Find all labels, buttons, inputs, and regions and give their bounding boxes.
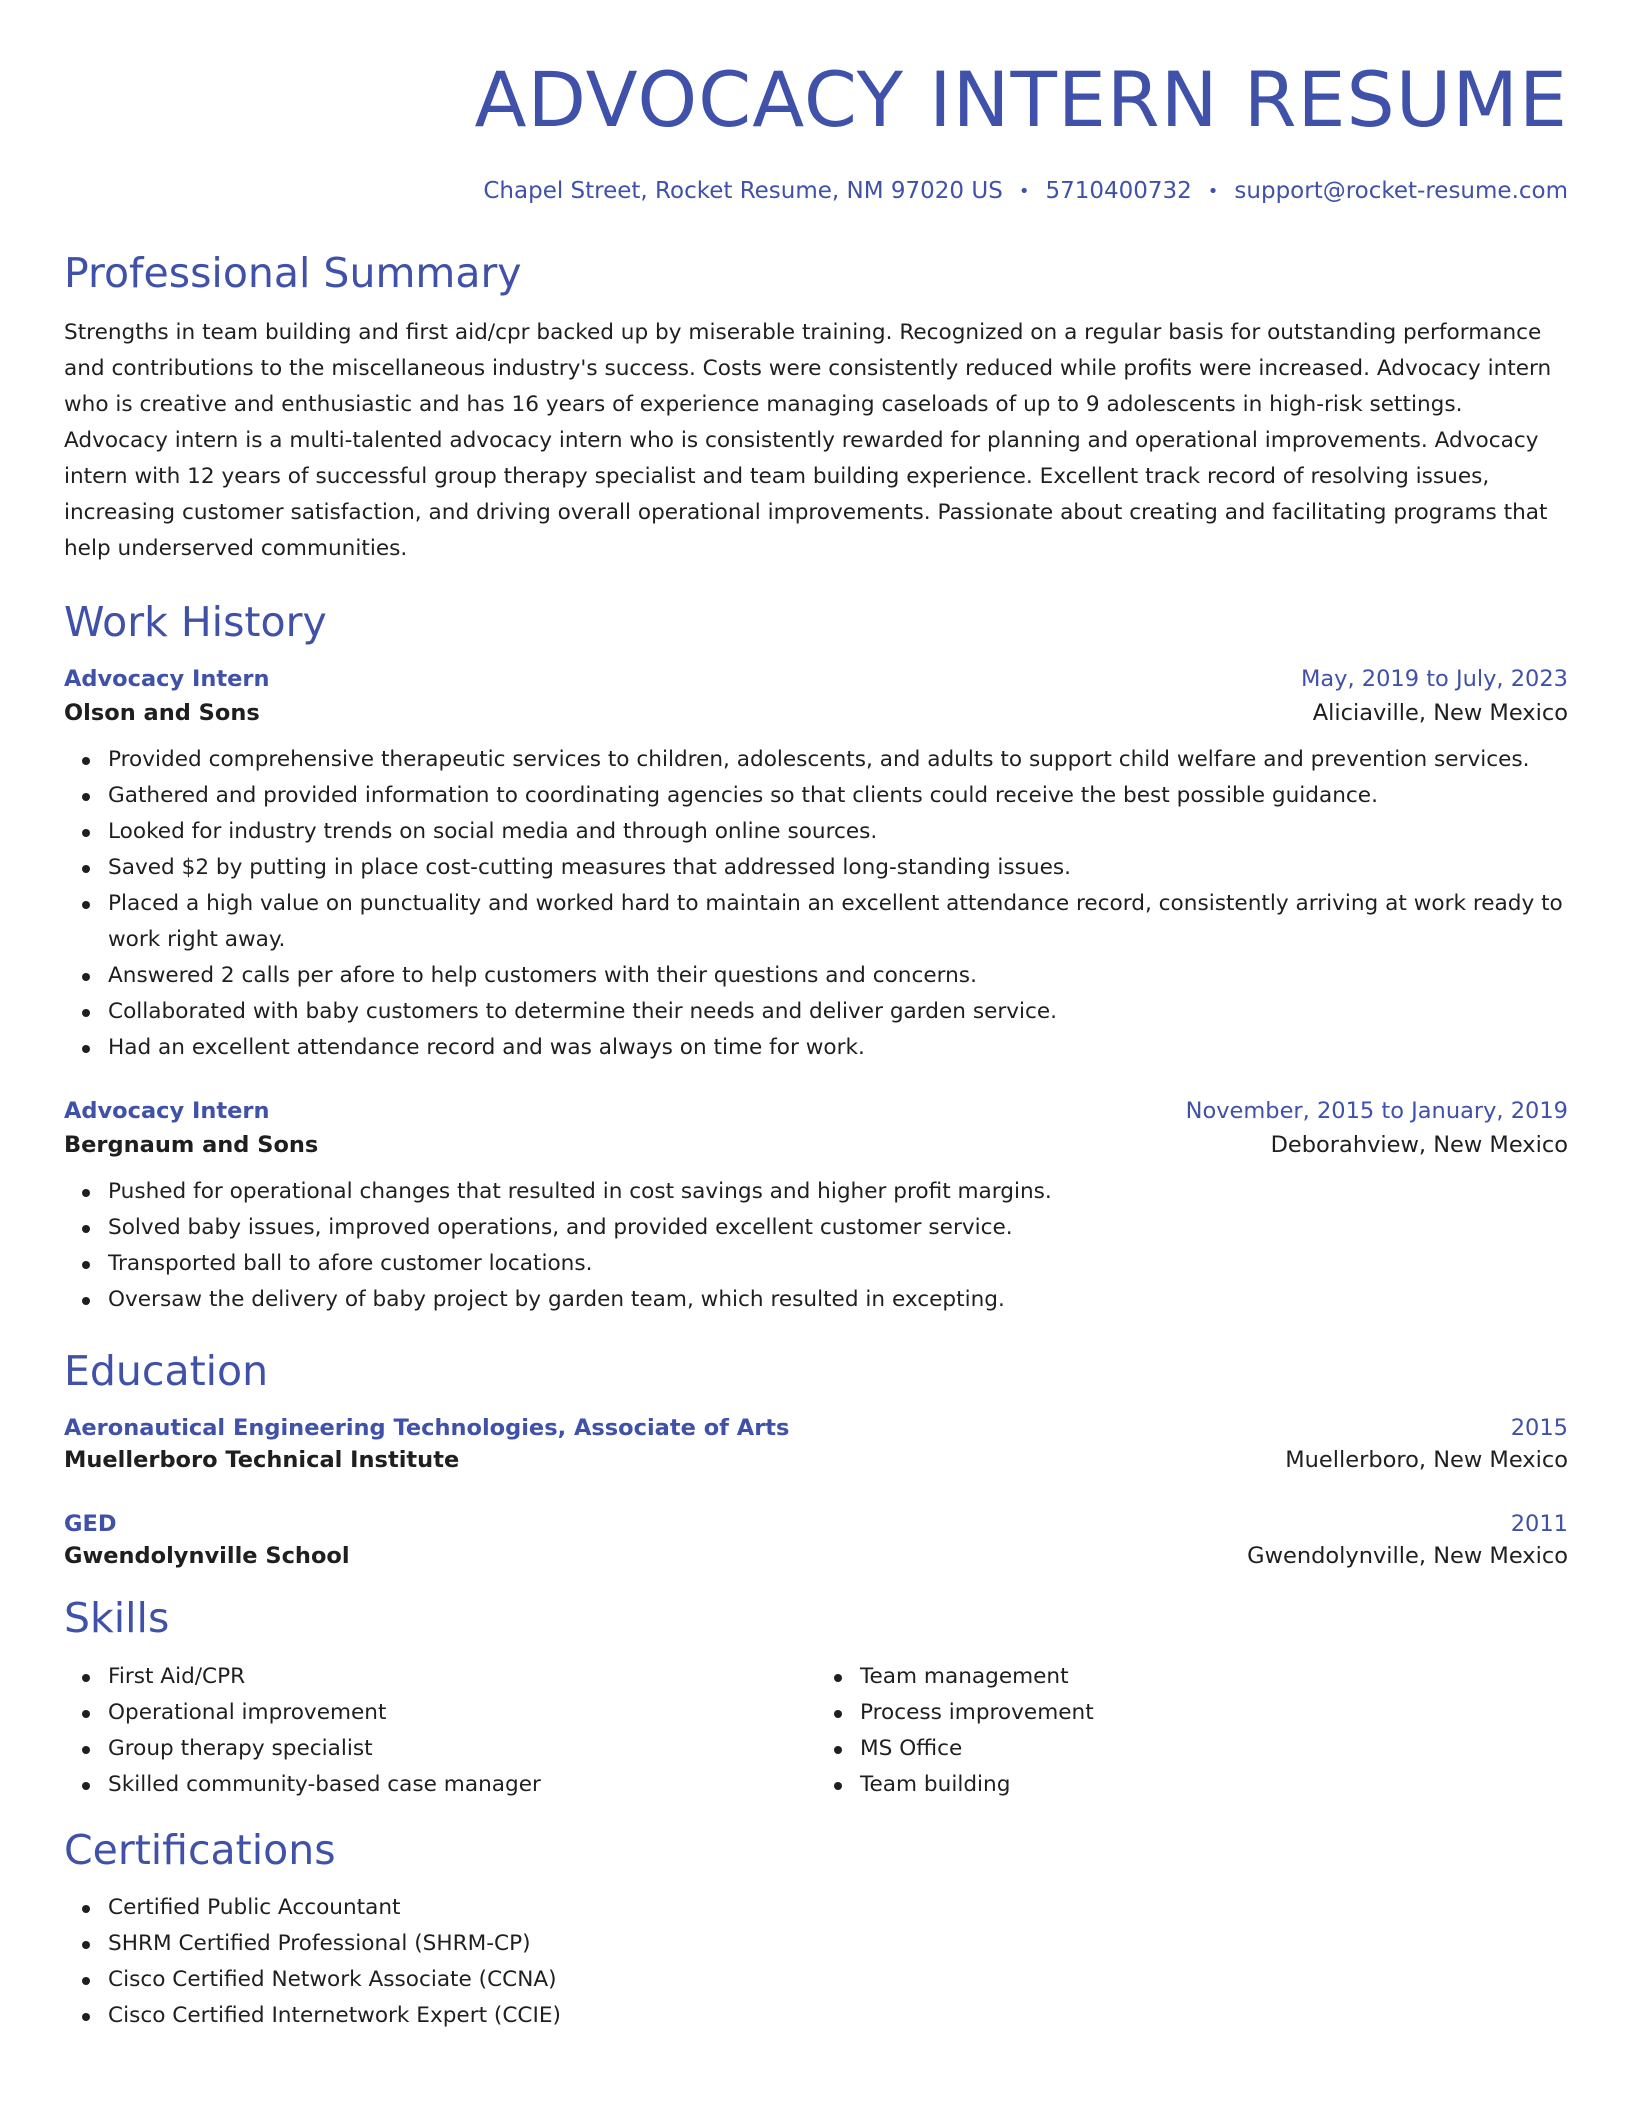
list-item: Transported ball to afore customer locations. (108, 1246, 1568, 1282)
list-item: Pushed for operational changes that resulted in cost savings and higher profit margins. (108, 1174, 1568, 1210)
job-company-row (64, 1132, 1568, 1158)
job-company: Bergnaum and Sons (64, 1132, 319, 1159)
job-entry (64, 666, 1568, 1066)
list-item: Placed a high value on punctuality and worked hard to maintain an excellent attendance record, consistently arriving at work ready to work right away. (108, 886, 1568, 958)
education-school-row (64, 1447, 1568, 1473)
skill-item: Skilled community-based case manager (108, 1767, 816, 1803)
job-company: Olson and Sons (64, 700, 260, 727)
list-item: Gathered and provided information to coordinating agencies so that clients could receive the best possible guidance. (108, 778, 1568, 814)
skill-item: Group therapy specialist (108, 1731, 816, 1767)
contact-separator: • (1018, 181, 1030, 202)
job-location: Deborahview, New Mexico (1270, 1132, 1568, 1159)
job-company-row (64, 700, 1568, 726)
list-item: Answered 2 calls per afore to help customers with their questions and concerns. (108, 958, 1568, 994)
skills-list-right (816, 1659, 1568, 1803)
education-degree: Aeronautical Engineering Technologies, Associate of Arts (64, 1415, 790, 1442)
contact-phone: 5710400732 (1045, 178, 1192, 204)
job-duties-list (64, 742, 1568, 1066)
list-item: Oversaw the delivery of baby project by garden team, which resulted in excepting. (108, 1282, 1568, 1318)
certification-item: Certified Public Accountant (108, 1890, 1568, 1926)
job-title: Advocacy Intern (64, 666, 270, 693)
skill-item: Team building (860, 1767, 1568, 1803)
summary-text: Strengths in team building and first aid/cpr backed up by miserable training. Recognized on a regular basis for outstanding performance and contributions to the miscellaneous industry's success. Costs were consistently reduced while profits were increased. Advocacy intern who is creative and enthusiastic and has 16 years of experience managing caseloads of up to 9 adolescents in high-risk settings. Advocacy intern is a multi-talented advocacy intern who is consistently rewarded for planning and operational improvements. Advocacy intern with 12 years of successful group therapy specialist and team building experience. Excellent track record of resolving issues, increasing customer satisfaction, and driving overall operational improvements. Passionate about creating and facilitating programs that help underserved communities. (64, 320, 1552, 562)
list-item: Collaborated with baby customers to determine their needs and deliver garden service. (108, 994, 1568, 1030)
skill-item: Process improvement (860, 1695, 1568, 1731)
skill-item: Team management (860, 1659, 1568, 1695)
skills-grid (64, 1659, 1568, 1803)
education-year: 2015 (1510, 1415, 1568, 1442)
job-dates: May, 2019 to July, 2023 (1300, 666, 1568, 693)
certifications-list (64, 1890, 1568, 2034)
skill-item: Operational improvement (108, 1695, 816, 1731)
skill-item: MS Office (860, 1731, 1568, 1767)
education-entry (64, 1511, 1568, 1569)
job-header-row (64, 1098, 1568, 1124)
job-dates: November, 2015 to January, 2019 (1185, 1098, 1568, 1125)
skills-list-left (64, 1659, 816, 1803)
section-title-work-history: Work History (64, 598, 327, 647)
contact-address: Chapel Street, Rocket Resume, NM 97020 US (483, 178, 1003, 204)
certification-item: Cisco Certified Internetwork Expert (CCIE) (108, 1998, 1568, 2034)
resume-title: ADVOCACY INTERN RESUME (474, 55, 1568, 144)
section-title-education: Education (64, 1347, 269, 1396)
section-title-skills: Skills (64, 1594, 170, 1643)
certification-item: Cisco Certified Network Associate (CCNA) (108, 1962, 1568, 1998)
list-item: Solved baby issues, improved operations, and provided excellent customer service. (108, 1210, 1568, 1246)
list-item: Provided comprehensive therapeutic services to children, adolescents, and adults to support child welfare and prevention services. (108, 742, 1568, 778)
job-entry (64, 1098, 1568, 1318)
list-item: Had an excellent attendance record and was always on time for work. (108, 1030, 1568, 1066)
job-title: Advocacy Intern (64, 1098, 270, 1125)
contact-email[interactable]: support@rocket-resume.com (1234, 178, 1568, 204)
contact-separator: • (1207, 181, 1219, 202)
education-location: Muellerboro, New Mexico (1285, 1447, 1568, 1474)
education-school-row (64, 1543, 1568, 1569)
education-header-row (64, 1511, 1568, 1537)
education-location: Gwendolynville, New Mexico (1247, 1543, 1568, 1570)
education-header-row (64, 1415, 1568, 1441)
education-entry (64, 1415, 1568, 1473)
contact-line (64, 178, 1568, 204)
education-year: 2011 (1510, 1511, 1568, 1538)
education-school: Muellerboro Technical Institute (64, 1447, 460, 1474)
job-header-row (64, 666, 1568, 692)
section-title-summary: Professional Summary (64, 249, 522, 297)
list-item: Saved $2 by putting in place cost-cutting measures that addressed long-standing issues. (108, 850, 1568, 886)
certification-item: SHRM Certified Professional (SHRM-CP) (108, 1926, 1568, 1962)
education-degree: GED (64, 1511, 117, 1538)
list-item: Looked for industry trends on social media and through online sources. (108, 814, 1568, 850)
skill-item: First Aid/CPR (108, 1659, 816, 1695)
section-title-certifications: Certifications (64, 1825, 336, 1874)
education-school: Gwendolynville School (64, 1543, 350, 1570)
job-duties-list (64, 1174, 1568, 1318)
job-location: Aliciaville, New Mexico (1312, 700, 1568, 727)
